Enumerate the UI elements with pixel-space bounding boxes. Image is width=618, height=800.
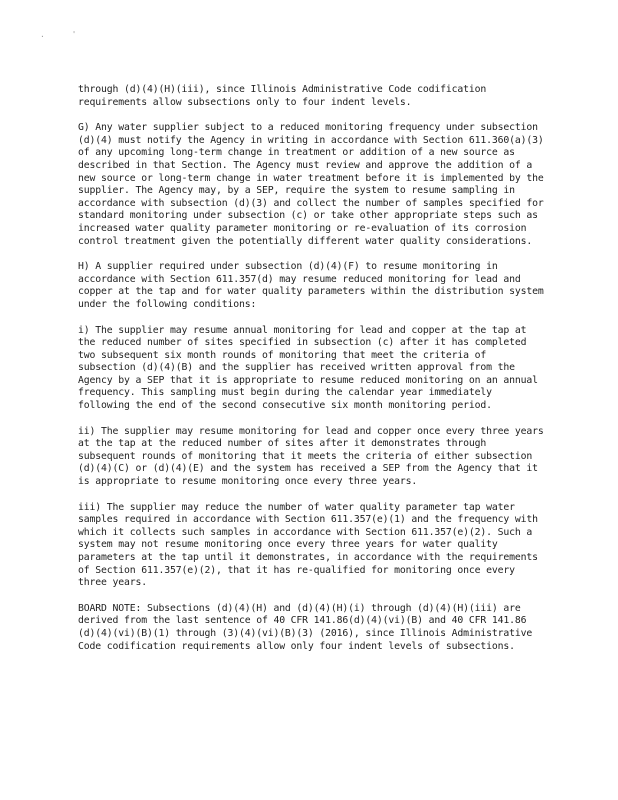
scan-speck: . bbox=[40, 30, 45, 39]
paragraph-subsection-h-iii: iii) The supplier may reduce the number of water quality parameter tap water samples required in accordance with Section 611.357(e)(1) and the frequency with which it collects such samples in accordance with Section 611.357(e)(2). Such a system may not resume monitoring once every three years for water quality parameters at the tap until it demonstrates, in accordance with the requirements of Section 611.357(e)(2), that it has re-qualified for monitoring once every three years. bbox=[78, 501, 538, 589]
document-body bbox=[78, 84, 548, 666]
paragraph-subsection-h-i: i) The supplier may resume annual monitoring for lead and copper at the tap at the reduced number of sites specified in subsection (c) after it has completed two subsequent six month rounds of monitoring that meet the criteria of subsection (d)(4)(B) and the supplier has received written approval from the Agency by a SEP that it is appropriate to resume reduced monitoring on an annual frequency. This sampling must begin during the calendar year immediately following the end of the second consecutive six month monitoring period. bbox=[78, 324, 538, 412]
paragraph-continuation: through (d)(4)(H)(iii), since Illinois Administrative Code codification requirements allow subsections only to four indent levels. bbox=[78, 84, 487, 108]
board-note: BOARD NOTE: Subsections (d)(4)(H) and (d)(4)(H)(i) through (d)(4)(H)(iii) are derived from the last sentence of 40 CFR 141.86(d)(4)(vi)(B) and 40 CFR 141.86 (d)(4)(vi)(B)(1) through (3)(4)(vi)(B)(3) (2016), since Illinois Administrative Code codification requirements allow only four indent levels of subsections. bbox=[78, 602, 533, 652]
paragraph-subsection-h-ii: ii) The supplier may resume monitoring for lead and copper once every three years at the tap at the reduced number of sites after it demonstrates through subsequent rounds of monitoring that it meets the criteria of either subsection (d)(4)(C) or (d)(4)(E) and the system has received a SEP from the Agency that it is appropriate to resume monitoring once every three years. bbox=[78, 425, 544, 488]
scan-speck: ' bbox=[71, 30, 77, 39]
scan-specks bbox=[40, 30, 98, 39]
paragraph-subsection-h: H) A supplier required under subsection (d)(4)(F) to resume monitoring in accordance with Section 611.357(d) may resume reduced monitoring for lead and copper at the tap and for water quality parameters within the distribution system under the following conditions: bbox=[78, 261, 544, 310]
paragraph-subsection-g: G) Any water supplier subject to a reduced monitoring frequency under subsection (d)(4) must notify the Agency in writing in accordance with Section 611.360(a)(3) of any upcoming long-term change in treatment or addition of a new source as described in that Section. The Agency must review and approve the addition of a new source or long-term change in water treatment before it is implemented by the supplier. The Agency may, by a SEP, require the system to resume sampling in accordance with subsection (d)(3) and collect the number of samples specified for standard monitoring under subsection (c) or take other appropriate steps such as increased water quality parameter monitoring or re-evaluation of its corrosion control treatment given the potentially different water quality considerations. bbox=[78, 122, 544, 247]
